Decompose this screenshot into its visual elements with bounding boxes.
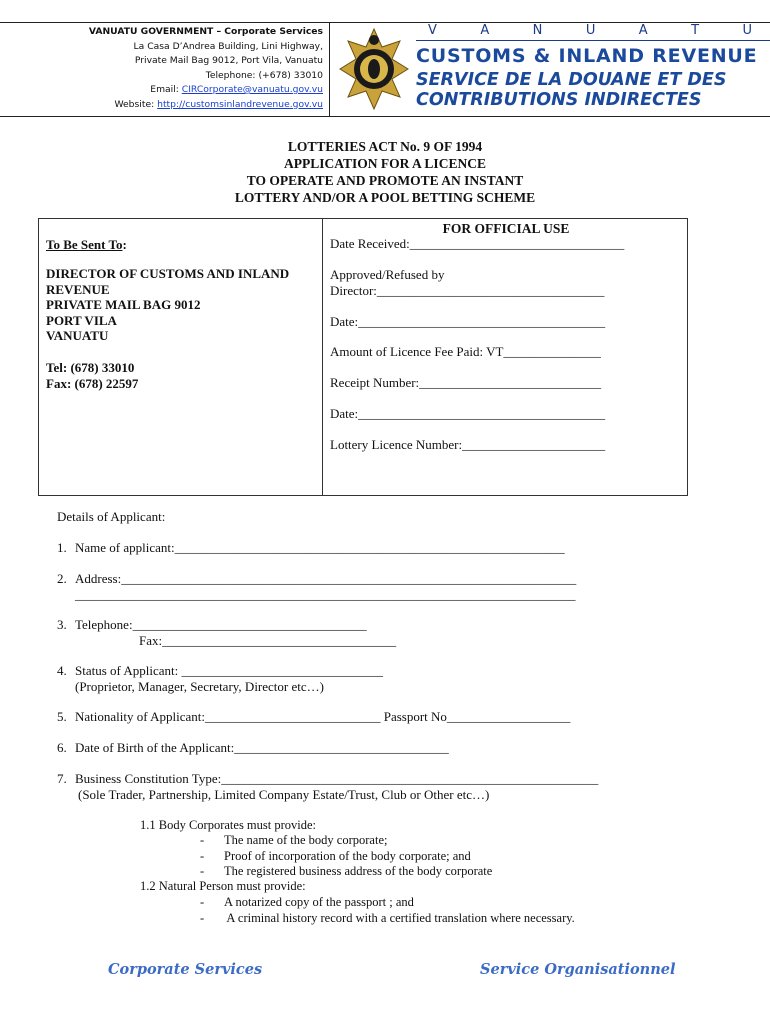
website-label: Website: [114,98,158,110]
director-field[interactable]: Director:___________________________________ [330,283,605,298]
mailing-address [46,266,289,344]
department-title-fr [416,70,726,110]
approval-date-field[interactable]: Date:______________________________________ [330,314,606,329]
official-use-heading: FOR OFFICIAL USE [442,221,570,236]
email-link[interactable]: CIRCorporate@vanuatu.gov.vu [181,84,323,95]
requirement-item [200,911,575,926]
details-heading: Details of Applicant: [57,509,166,524]
address-field[interactable] [57,571,576,587]
item-number: 2. [57,571,67,586]
email-line [89,83,323,98]
vanuatu-letter: N [532,23,543,38]
item-text: Address:______________________________________________________________________ [75,571,577,586]
letterhead [0,0,770,118]
address-line: PRIVATE MAIL BAG 9012 [46,297,201,312]
business-constitution-hint: (Sole Trader, Partnership, Limited Company Estate/Trust, Club or Other etc…) [78,787,490,802]
mailing-contacts [46,360,138,391]
email-label: Email: [150,84,182,95]
item-number: 6. [57,740,67,755]
requirement-text: A notarized copy of the passport ; and [224,895,414,909]
dash: - [200,833,205,847]
address-line: REVENUE [46,281,110,297]
sent-to-label: To Be Sent To [46,237,123,252]
vanuatu-letter: A [638,23,648,38]
requirement-item [200,895,414,910]
date-of-birth-field[interactable] [57,740,449,756]
body-corporate-heading: 1.1 Body Corporates must provide: [140,818,317,832]
footer-service-organisationnel: Service Organisationnel [480,961,676,978]
item-number: 5. [57,709,67,724]
department-title-en: CUSTOMS & INLAND REVENUE [416,45,758,67]
dash: - [200,864,205,878]
item-text: Status of Applicant: _______________________________ [75,663,384,678]
item-text: Nationality of Applicant:___________________________ Passport No___________________ [75,709,571,724]
date-received-field[interactable]: Date Received:_________________________________ [330,236,625,251]
contact-details [89,25,323,112]
letterhead-contact-block [0,22,330,116]
approved-refused-label: Approved/Refused by [330,267,445,282]
title-line-3: TO OPERATE AND PROMOTE AN INSTANT [246,173,524,188]
dash: - [200,895,205,909]
fax-field[interactable]: Fax:____________________________________ [139,633,397,648]
dash: - [200,911,205,925]
item-text: Name of applicant:____________________________________________________________ [75,540,565,555]
lottery-licence-number-field[interactable]: Lottery Licence Number:______________________ [330,437,606,452]
item-number: 7. [57,771,67,786]
vanuatu-letter: U [742,23,752,38]
item-number: 1. [57,540,67,555]
website-link[interactable]: http://customsinlandrevenue.gov.vu [157,98,323,110]
requirement-text: Proof of incorporation of the body corporate; and [224,849,471,863]
item-text: Telephone:____________________________________ [75,617,367,632]
title-line-2: APPLICATION FOR A LICENCE [284,156,486,171]
sent-to-colon: : [122,237,127,252]
requirement-item [200,849,471,864]
requirement-text: The registered business address of the body corporate [224,864,493,878]
footer-corporate-services: Corporate Services [108,961,263,978]
title-line-1: LOTTERIES ACT No. 9 OF 1994 [287,139,483,154]
vanuatu-letter: T [691,23,700,38]
applicant-name-field[interactable] [57,540,565,556]
business-constitution-field[interactable] [57,771,598,787]
customs-seal-icon [338,25,410,113]
department-title-fr-line2: CONTRIBUTIONS INDIRECTES [416,90,702,110]
address-line: PORT VILA [46,312,117,328]
status-hint: (Proprietor, Manager, Secretary, Director etc…) [75,679,324,694]
vanuatu-letter: U [585,23,596,38]
department-title-fr-line1: SERVICE DE LA DOUANE ET DES [416,70,727,90]
item-text: Business Constitution Type:__________________________________________________________ [75,771,599,786]
licence-fee-field[interactable]: Amount of Licence Fee Paid: VT_______________ [330,344,601,359]
address-line-1: La Casa D’Andrea Building, Lini Highway, [133,40,323,52]
telephone-field[interactable] [57,617,367,633]
requirement-item [200,864,492,879]
vanuatu-letter: A [480,23,490,38]
document-title [0,138,770,206]
telephone-line: Telephone: (+678) 33010 [205,69,323,81]
header-divider [0,116,770,117]
address-field-line2[interactable]: _____________________________________________________________________________ [75,587,576,602]
title-line-4: LOTTERY AND/OR A POOL BETTING SCHEME [234,190,536,205]
vanuatu-letter: V [428,23,437,38]
fax-line: Fax: (678) 22597 [46,375,139,391]
address-line-2: Private Mail Bag 9012, Port Vila, Vanuatu [134,55,323,66]
website-line [89,98,323,113]
item-number: 3. [57,617,67,632]
department-banner [330,22,770,117]
item-text: Date of Birth of the Applicant:_________________________________ [75,740,449,755]
nationality-passport-field[interactable] [57,709,570,725]
receipt-date-field[interactable]: Date:______________________________________ [330,406,606,421]
receipt-number-field[interactable]: Receipt Number:____________________________ [330,375,602,390]
vanuatu-spaced-heading [416,23,770,41]
sent-to-heading [46,237,127,253]
dash: - [200,849,205,863]
requirement-item [200,833,387,848]
natural-person-heading: 1.2 Natural Person must provide: [140,879,306,893]
item-number: 4. [57,663,67,678]
status-field[interactable] [57,663,383,679]
submission-box [38,218,688,496]
requirement-text: The name of the body corporate; [224,833,388,847]
box-divider [322,219,323,495]
address-line: VANUATU [46,328,109,343]
org-line: VANUATU GOVERNMENT – Corporate Services [88,26,323,37]
requirement-text: A criminal history record with a certified translation where necessary. [224,911,575,925]
address-line: DIRECTOR OF CUSTOMS AND INLAND [46,266,290,281]
tel-line: Tel: (678) 33010 [46,360,135,375]
